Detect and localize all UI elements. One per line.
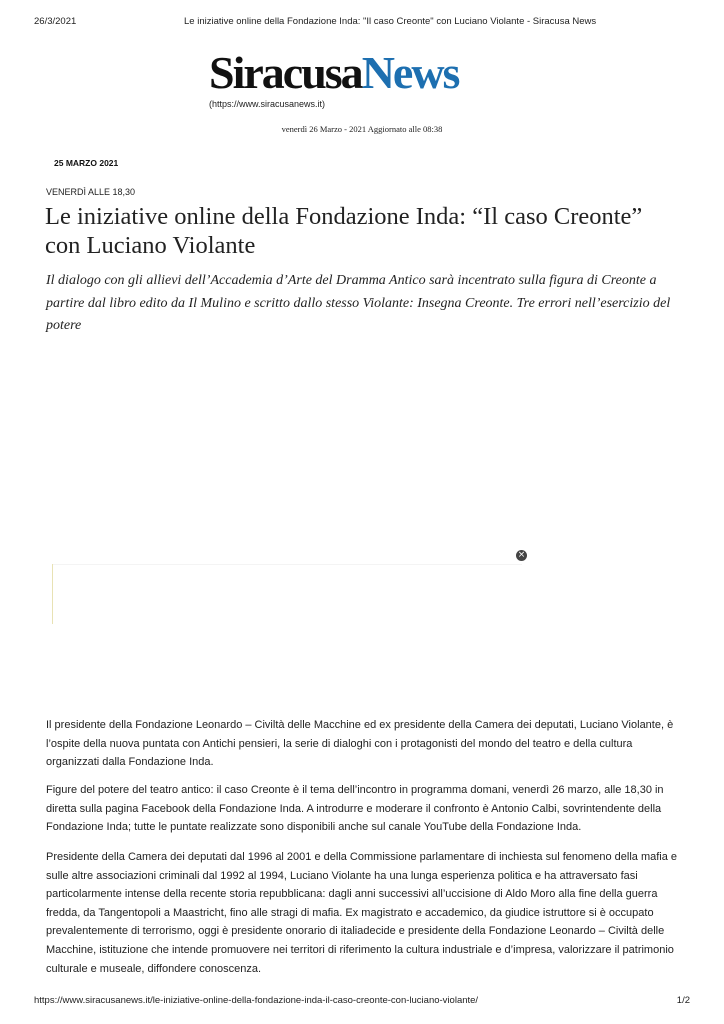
print-page-title: Le iniziative online della Fondazione Inda: "Il caso Creonte" con Luciano Violante - Siracusa News bbox=[184, 16, 597, 27]
article-date: 25 MARZO 2021 bbox=[54, 158, 119, 168]
article-paragraph-2: Figure del potere del teatro antico: il caso Creonte è il tema dell’incontro in programma domani, venerdì 26 marzo, alle 18,30 in diretta sulla pagina Facebook della Fondazione Inda. A introdurre e moderare il confronto è Antonio Calbi, sovrintendente della Fondazione Inda; tutte le puntate realizzate sono disponibili anche sul canale YouTube della Fondazione Inda. bbox=[46, 784, 664, 834]
site-logo-block[interactable] bbox=[209, 47, 459, 109]
print-url: https://www.siracusanews.it/le-iniziative-online-della-fondazione-inda-il-caso-creonte-con-luciano-violante/ bbox=[34, 995, 479, 1006]
article-paragraph-3: Presidente della Camera dei deputati dal 1996 al 2001 e della Commissione parlamentare di inchiesta sul fenomeno della mafia e sulle altre associazioni criminali dal 1992 al 1994, Luciano Violante ha una lunga esperienza politica e ha attraversato fasi particolarmente intense della recente storia repubblicana: dagli anni successivi all’uccisione di Aldo Moro alla fine della guerra fredda, da Tangentopoli a Maastricht, fino alle stragi di mafia. Ex magistrato e accademico, da giudice istruttore si è occupato prevalentemente di terrorismo, oggi è presidente onorario di italiadecide e presidente della Fondazione Leonardo – Civiltà delle Macchine, istituzione che intende promuovere nei territori di riferimento la cultura industriale e d’impresa, valorizzare il patrimonio culturale e museale, diffondere conoscenza. bbox=[46, 851, 678, 975]
ad-frame-rule bbox=[52, 564, 522, 565]
article-subtitle: Il dialogo con gli allievi dell’Accademia d’Arte del Dramma Antico sarà incentrato sulla figura di Creonte a partire dal libro edito da Il Mulino e scritto dallo stesso Violante: Insegna Creonte. Tre errori nell’esercizio del potere bbox=[46, 273, 671, 333]
logo-url-link[interactable]: (https://www.siracusanews.it) bbox=[209, 99, 326, 109]
close-icon[interactable]: × bbox=[517, 550, 526, 560]
ad-placeholder bbox=[50, 548, 530, 628]
logo-part-news: News bbox=[361, 47, 459, 98]
article-paragraph-1: Il presidente della Fondazione Leonardo – Civiltà delle Macchine ed ex presidente della Camera dei deputati, Luciano Violante, è l’ospite della nuova puntata con Antichi pensieri, la serie di dialoghi con i protagonisti del mondo del teatro e della cultura organizzati dalla Fondazione Inda. bbox=[46, 719, 674, 769]
print-date: 26/3/2021 bbox=[34, 16, 77, 27]
logo-part-siracusa: Siracusa bbox=[209, 47, 362, 98]
site-logo[interactable] bbox=[209, 47, 459, 98]
article-headline: Le iniziative online della Fondazione Inda: “Il caso Creonte” con Luciano Violante bbox=[45, 203, 643, 259]
article-kicker: VENERDÌ ALLE 18,30 bbox=[46, 187, 136, 197]
print-page-number: 1/2 bbox=[676, 995, 690, 1006]
site-dateline: venerdì 26 Marzo - 2021 Aggiornato alle 08:38 bbox=[281, 124, 443, 134]
ad-frame-edge bbox=[52, 564, 53, 624]
